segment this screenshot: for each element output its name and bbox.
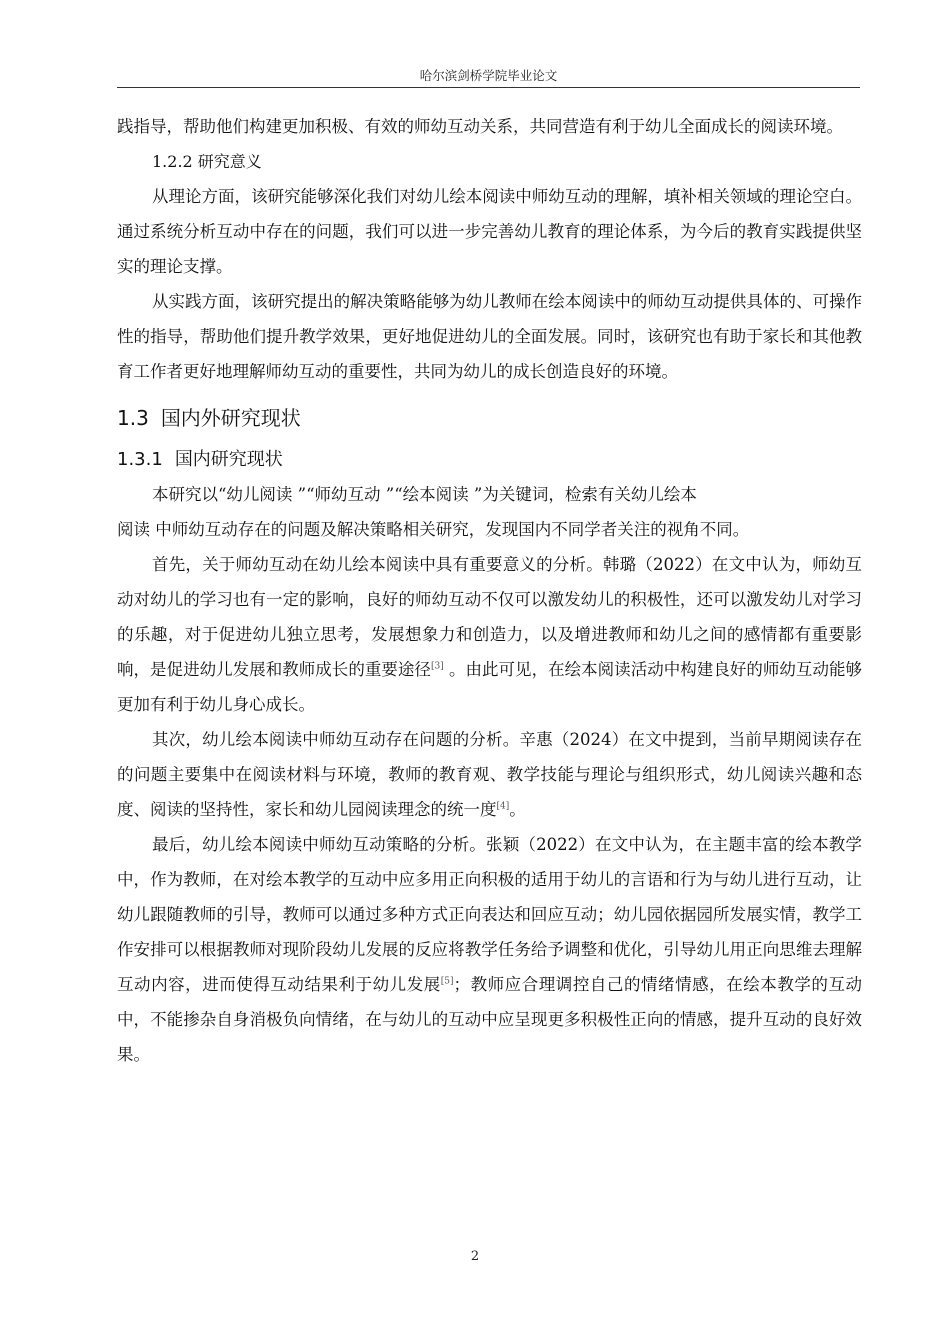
section-title: 国内外研究现状 (160, 406, 301, 430)
citation-ref: [3] (430, 661, 444, 672)
section-number: 1.3 (117, 406, 149, 430)
paragraph-tail: 。由此可见，在绘本阅读活动中构建良好的师幼互动能够更加有利于幼儿身心成长。 (117, 660, 863, 714)
keywords-line-2: 阅读 中师幼互动存在的问题及解决策略相关研究，发现国内不同学者关注的视角不同。 (117, 520, 750, 539)
page-number: 2 (470, 1249, 480, 1264)
paragraph-text: 其次，幼儿绘本阅读中师幼互动存在问题的分析。辛惠（2024）在文中提到，当前早期阅读存在的问题主要集中在阅读材料与环境，教师的教育观、教学技能与理论与组织形式，幼儿阅读兴趣和态度、阅读的坚持性，家长和幼儿园阅读理念的统一度 (117, 730, 862, 819)
citation-ref: [5] (440, 976, 454, 987)
citation-ref: [4] (496, 801, 510, 812)
keywords-line-1: 本研究以“幼儿阅读 ”“师幼互动 ”“绘本阅读 ”为关键词，检索有关幼儿绘本 (152, 485, 697, 504)
paragraph-tail: 。 (509, 800, 526, 819)
paragraph-text: 最后，幼儿绘本阅读中师幼互动策略的分析。张颖（2022）在文中认为，在主题丰富的绘本教学中，作为教师，在对绘本教学的互动中应多用正向积极的适用于幼儿的言语和行为与幼儿进行互动，让幼儿跟随教师的引导，教师可以通过多种方式正向表达和回应互动；幼儿园依据园所发展实情，教学工作安排可以根据教师对现阶段幼儿发展的反应将教学任务给予调整和优化，引导幼儿用正向思维去理解互动内容，进而使得互动结果利于幼儿发展 (117, 835, 862, 994)
paragraph-strategy-analysis (117, 827, 862, 1072)
section-heading-1-3 (117, 401, 862, 435)
header-rule (117, 87, 860, 88)
section-heading-1-3-1 (117, 443, 862, 477)
paragraph-continuation: 践指导，帮助他们构建更加积极、有效的师幼互动关系，共同营造有利于幼儿全面成长的阅读环境。 (117, 117, 843, 136)
document-body (117, 109, 862, 1072)
subsection-number: 1.3.1 (117, 449, 163, 470)
subsection-title: 国内研究现状 (174, 449, 283, 470)
paragraph-keywords (117, 477, 862, 547)
paragraph-text: 首先，关于师幼互动在幼儿绘本阅读中具有重要意义的分析。韩璐（2022）在文中认为，师幼互动对幼儿的学习也有一定的影响，良好的师幼互动不仅可以激发幼儿的积极性，还可以激发幼儿对学习的乐趣，对于促进幼儿独立思考，发展想象力和创造力，以及增进教师和幼儿之间的感情都有重要影响，是促进幼儿发展和教师成长的重要途径 (117, 555, 862, 679)
paragraph-tail: ；教师应合理调控自己的情绪情感，在绘本教学的互动中，不能掺杂自身消极负向情绪，在与幼儿的互动中应呈现更多积极性正向的情感，提升互动的良好效果。 (117, 975, 863, 1064)
page-header-title: 哈尔滨剑桥学院毕业论文 (419, 68, 558, 83)
paragraph-theory: 从理论方面，该研究能够深化我们对幼儿绘本阅读中师幼互动的理解，填补相关领域的理论空白。通过系统分析互动中存在的问题，我们可以进一步完善幼儿教育的理论体系，为今后的教育实践提供坚实的理论支撑。 (117, 187, 862, 276)
paragraph-practice: 从实践方面，该研究提出的解决策略能够为幼儿教师在绘本阅读中的师幼互动提供具体的、可操作性的指导，帮助他们提升教学效果，更好地促进幼儿的全面发展。同时，该研究也有助于家长和其他教育工作者更好地理解师幼互动的重要性，共同为幼儿的成长创造良好的环境。 (117, 292, 862, 381)
paragraph-significance-analysis (117, 547, 862, 722)
paragraph-problem-analysis (117, 722, 862, 827)
section-heading-1-2-2: 1.2.2 研究意义 (152, 152, 262, 171)
